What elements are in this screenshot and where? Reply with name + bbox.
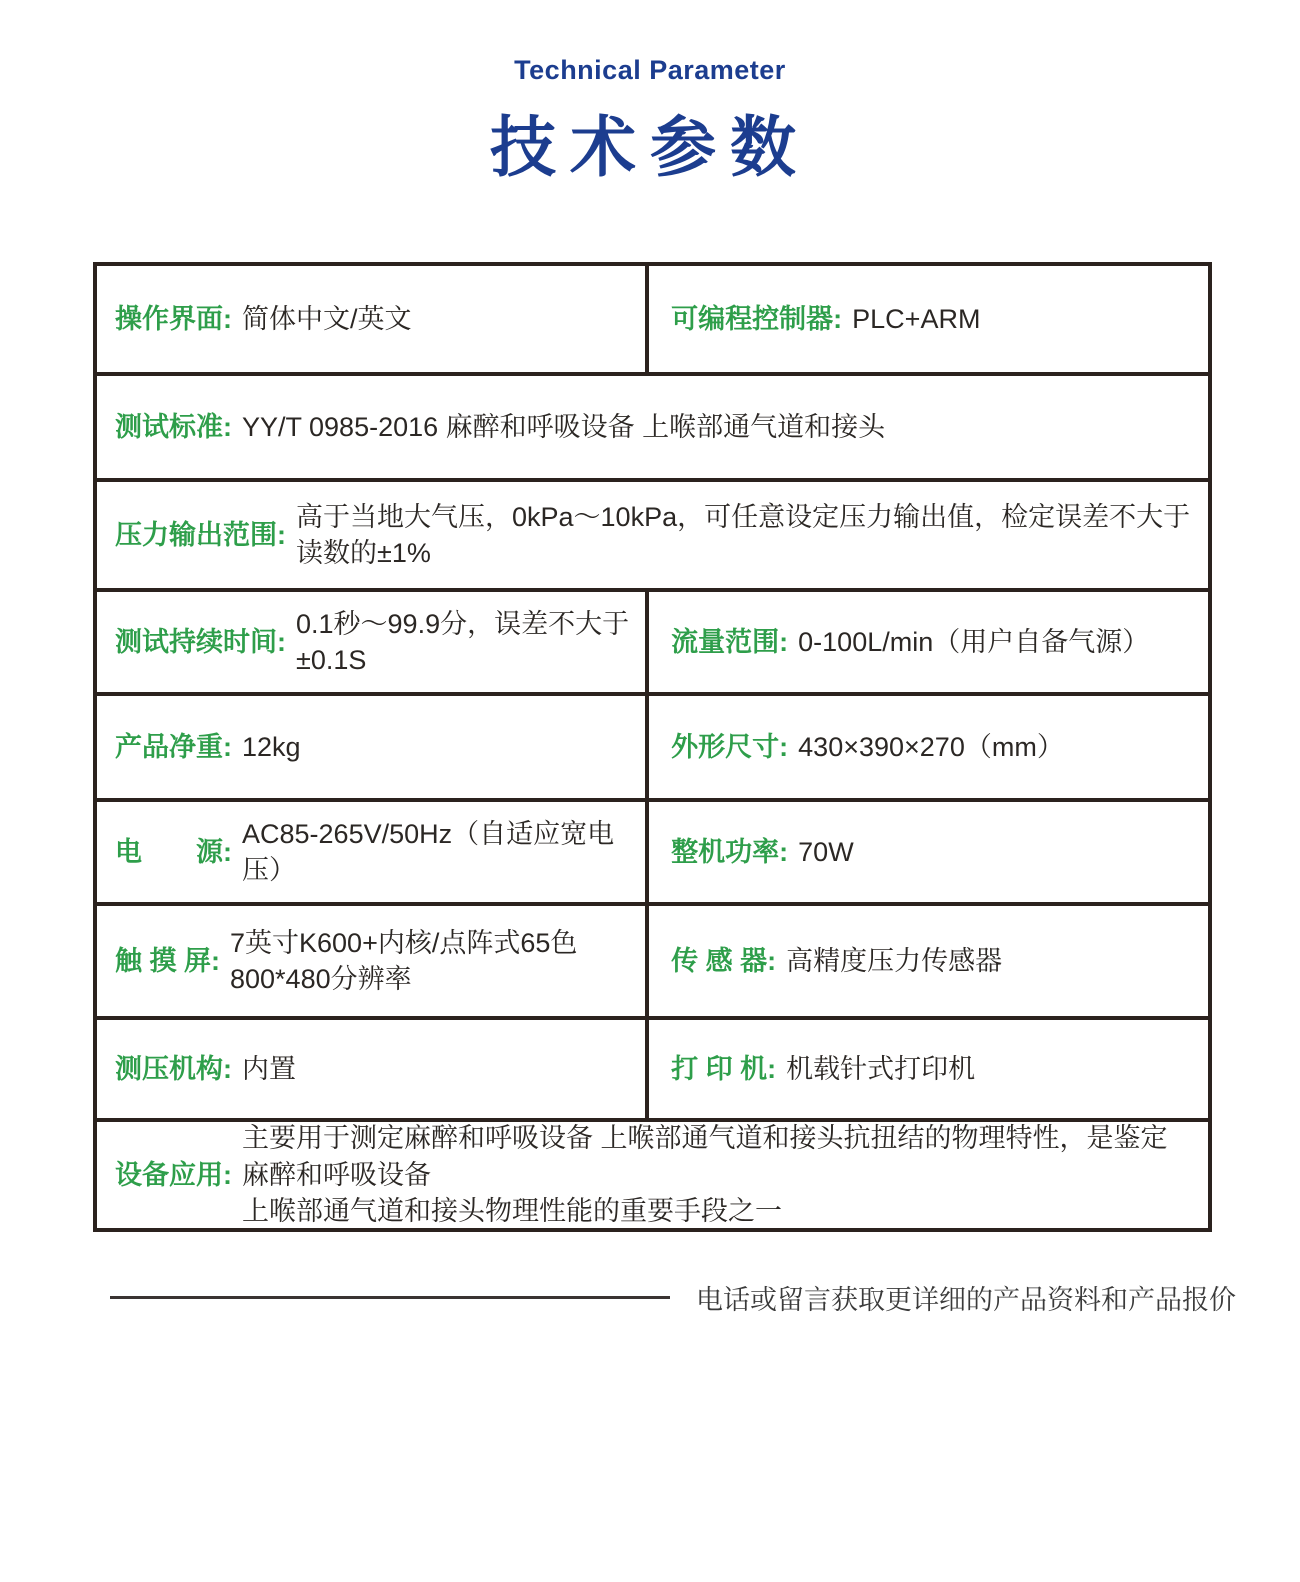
param-label: 外形尺寸: xyxy=(671,731,789,762)
param-cell-test-standard xyxy=(97,376,1208,478)
param-cell-flow-range xyxy=(649,592,1208,692)
param-cell-touch-screen xyxy=(97,906,649,1016)
param-cell-pressure-mechanism xyxy=(97,1020,649,1118)
param-cell-total-power xyxy=(649,802,1208,902)
param-label: 流量范围: xyxy=(671,626,789,657)
param-value: 简体中文/英文 xyxy=(242,303,412,334)
param-cell-controller xyxy=(649,266,1208,372)
param-value: 70W xyxy=(798,836,854,867)
param-value-line: 7英寸K600+内核/点阵式65色 xyxy=(230,927,578,958)
spec-table xyxy=(93,262,1212,1232)
footer xyxy=(110,1278,1236,1317)
param-label: 测试标准: xyxy=(115,411,232,442)
param-cell-printer xyxy=(649,1020,1208,1118)
param-value: 高精度压力传感器 xyxy=(786,945,1003,976)
param-cell-sensor xyxy=(649,906,1208,1016)
table-row xyxy=(97,802,1208,906)
param-value: 高于当地大气压，0kPa～10kPa，可任意设定压力输出值，检定误差不大于读数的±1% xyxy=(296,501,1191,568)
param-value-line: 主要用于测定麻醉和呼吸设备 上喉部通气道和接头抗扭结的物理特性，是鉴定麻醉和呼吸设备 xyxy=(242,1123,1168,1190)
table-row xyxy=(97,906,1208,1020)
param-label: 触 摸 屏: xyxy=(115,945,220,976)
param-label: 电 源: xyxy=(115,836,232,867)
page-title: 技术参数 xyxy=(490,110,810,184)
footer-note: 电话或留言获取更详细的产品资料和产品报价 xyxy=(696,1285,1236,1315)
param-label: 可编程控制器: xyxy=(671,303,843,334)
param-label: 传 感 器: xyxy=(671,945,777,976)
param-cell-test-duration xyxy=(97,592,649,692)
param-label: 设备应用: xyxy=(115,1159,232,1190)
param-cell-pressure-output xyxy=(97,482,1208,588)
table-row xyxy=(97,1122,1208,1228)
param-label: 产品净重: xyxy=(115,731,232,762)
table-row xyxy=(97,696,1208,802)
param-cell-application xyxy=(97,1122,1208,1228)
header-subtitle-en: Technical Parameter xyxy=(514,55,786,85)
param-value: AC85-265V/50Hz（自适应宽电压） xyxy=(242,818,615,885)
param-label: 测压机构: xyxy=(115,1053,232,1084)
table-row xyxy=(97,1020,1208,1122)
param-label: 打 印 机: xyxy=(671,1053,777,1084)
param-label: 整机功率: xyxy=(671,836,789,867)
footer-divider-line xyxy=(110,1296,670,1299)
param-cell-ui-language xyxy=(97,266,649,372)
param-value-line: 800*480分辨率 xyxy=(230,964,412,994)
param-value-line: 上喉部通气道和接头物理性能的重要手段之一 xyxy=(242,1196,782,1227)
param-cell-dimensions xyxy=(649,696,1208,798)
param-value: 0.1秒～99.9分，误差不大于±0.1S xyxy=(296,608,630,675)
param-cell-net-weight xyxy=(97,696,649,798)
table-row xyxy=(97,266,1208,376)
table-row xyxy=(97,592,1208,696)
param-value: 内置 xyxy=(242,1053,296,1084)
param-value: 机载针式打印机 xyxy=(786,1053,976,1084)
table-row xyxy=(97,376,1208,482)
page-header xyxy=(0,55,1300,189)
param-value: YY/T 0985-2016 麻醉和呼吸设备 上喉部通气道和接头 xyxy=(242,411,886,442)
table-row xyxy=(97,482,1208,592)
param-label: 压力输出范围: xyxy=(115,519,286,550)
param-cell-power-supply xyxy=(97,802,649,902)
param-value xyxy=(242,1120,1192,1229)
param-value: 0-100L/min（用户自备气源） xyxy=(798,626,1150,657)
param-value: PLC+ARM xyxy=(852,303,981,334)
param-label: 测试持续时间: xyxy=(115,626,286,657)
param-value: 430×390×270（mm） xyxy=(798,731,1064,762)
param-label: 操作界面: xyxy=(115,303,232,334)
param-value: 12kg xyxy=(242,731,301,762)
param-value xyxy=(230,925,577,998)
